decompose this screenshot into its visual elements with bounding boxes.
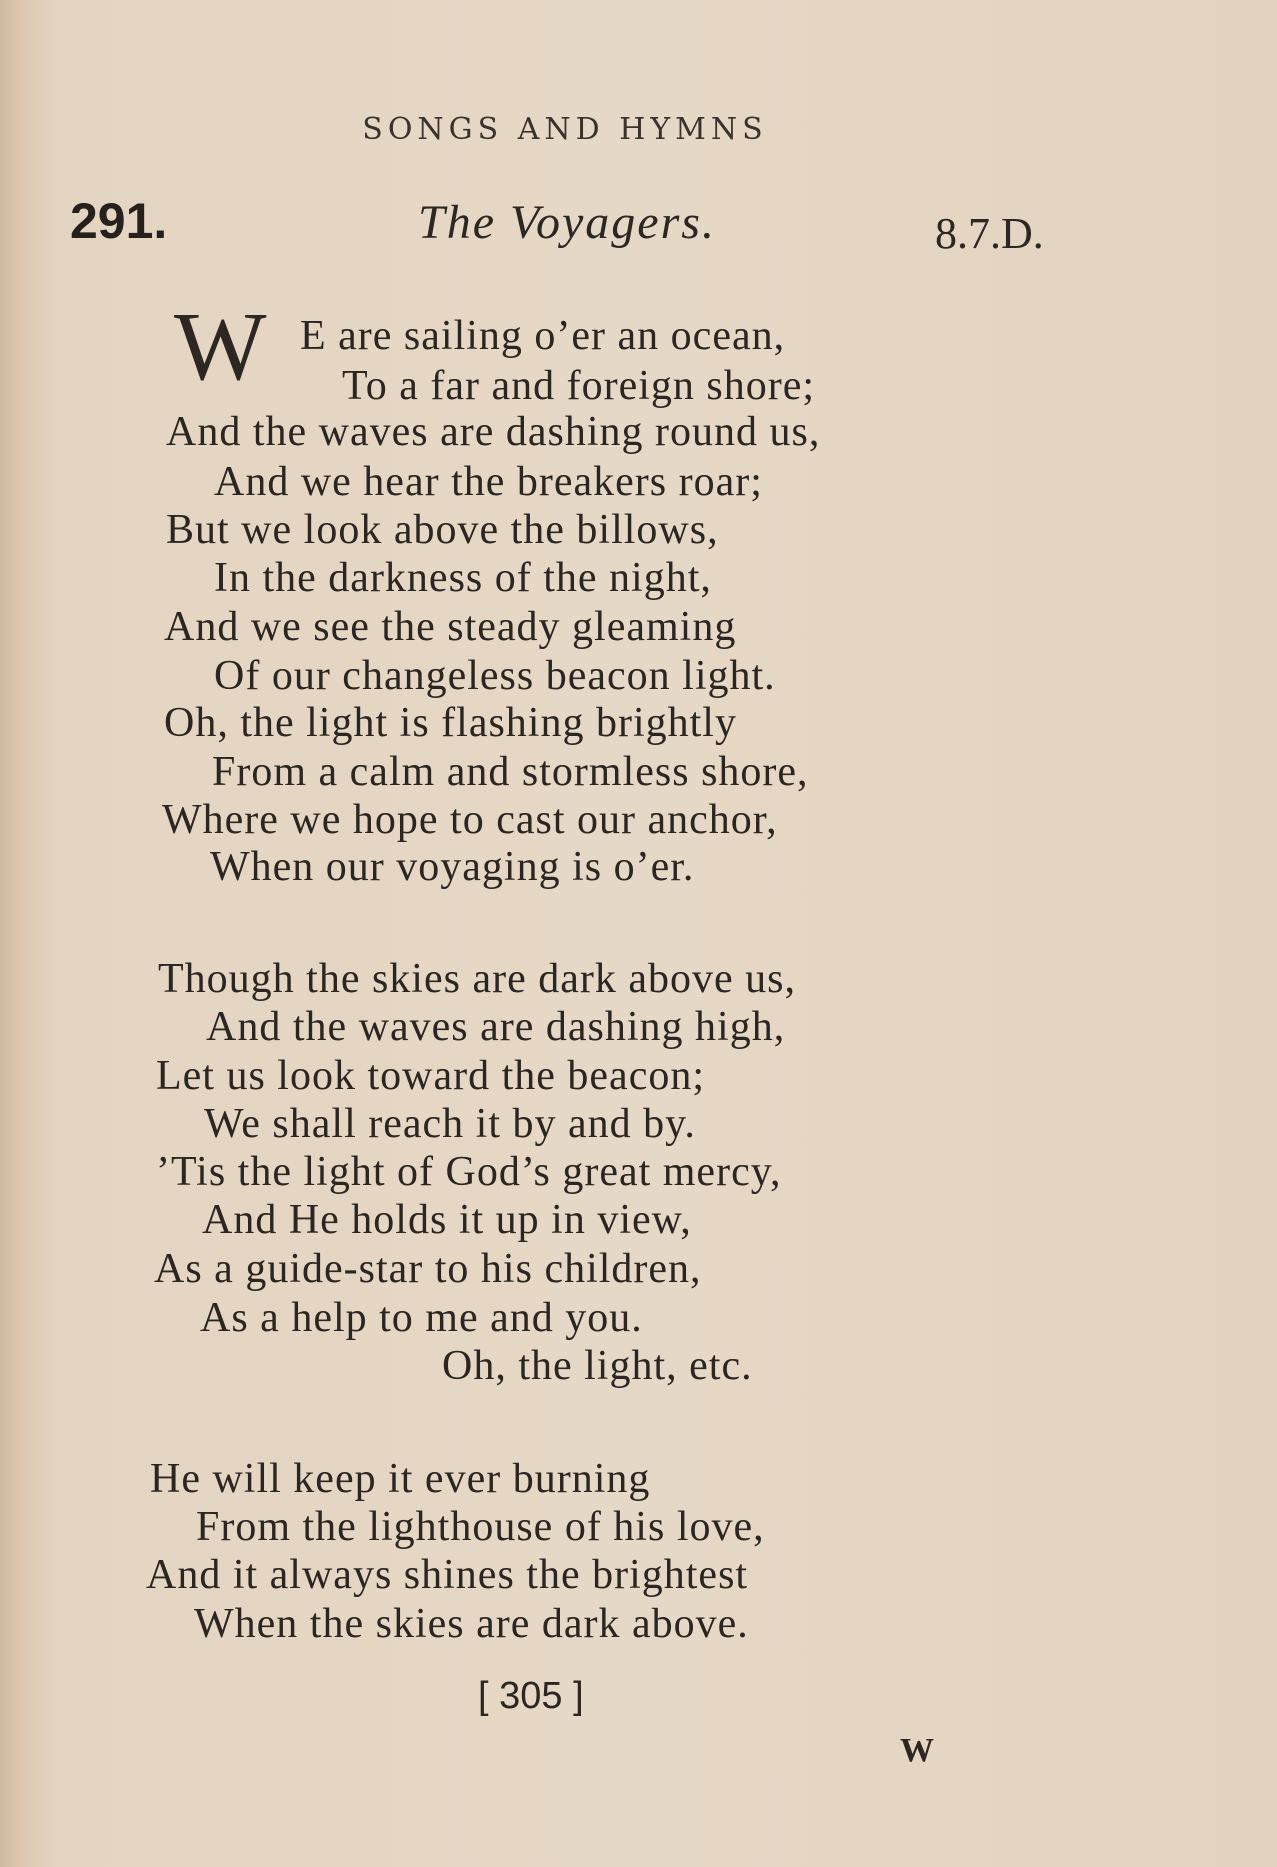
verse-line: As a guide-star to his children, [154,1246,702,1292]
hymn-title: The Voyagers. [418,196,716,249]
verse-line: And He holds it up in view, [202,1197,692,1243]
verse-line: Of our changeless beacon light. [214,653,776,699]
verse-line: When our voyaging is o’er. [210,844,695,890]
drop-cap: W [174,293,267,401]
page-number: [ 305 ] [478,1675,584,1717]
verse-line: But we look above the billows, [166,507,719,553]
verse-line: ’Tis the light of God’s great mercy, [156,1149,782,1195]
verse-line: We shall reach it by and by. [204,1101,696,1147]
signature-mark: W [900,1732,934,1769]
refrain-reference: Oh, the light, etc. [442,1343,753,1389]
hymn-meter: 8.7.D. [935,209,1044,258]
verse-line: Though the skies are dark above us, [158,956,796,1002]
verse-line: As a help to me and you. [200,1295,643,1341]
verse-line: From a calm and stormless shore, [212,749,809,795]
verse-line: And we hear the breakers roar; [214,459,763,505]
running-head: SONGS AND HYMNS [362,112,768,147]
verse-line: And we see the steady gleaming [164,604,737,650]
verse-line: Let us look toward the beacon; [156,1053,706,1099]
verse-line: In the darkness of the night, [214,555,712,601]
hymn-number: 291. [70,193,168,249]
verse-line: Oh, the light is flashing brightly [164,700,737,746]
verse-line: He will keep it ever burning [150,1456,651,1502]
verse-line: Where we hope to cast our anchor, [162,797,778,843]
verse-line: And the waves are dashing round us, [166,409,821,455]
verse-line: When the skies are dark above. [194,1601,749,1647]
verse-line: And the waves are dashing high, [206,1004,786,1050]
verse-line: And it always shines the brightest [146,1552,749,1598]
verse-line: To a far and foreign shore; [342,363,816,409]
verse-line: E are sailing o’er an ocean, [300,313,786,359]
verse-line: From the lighthouse of his love, [196,1504,765,1550]
